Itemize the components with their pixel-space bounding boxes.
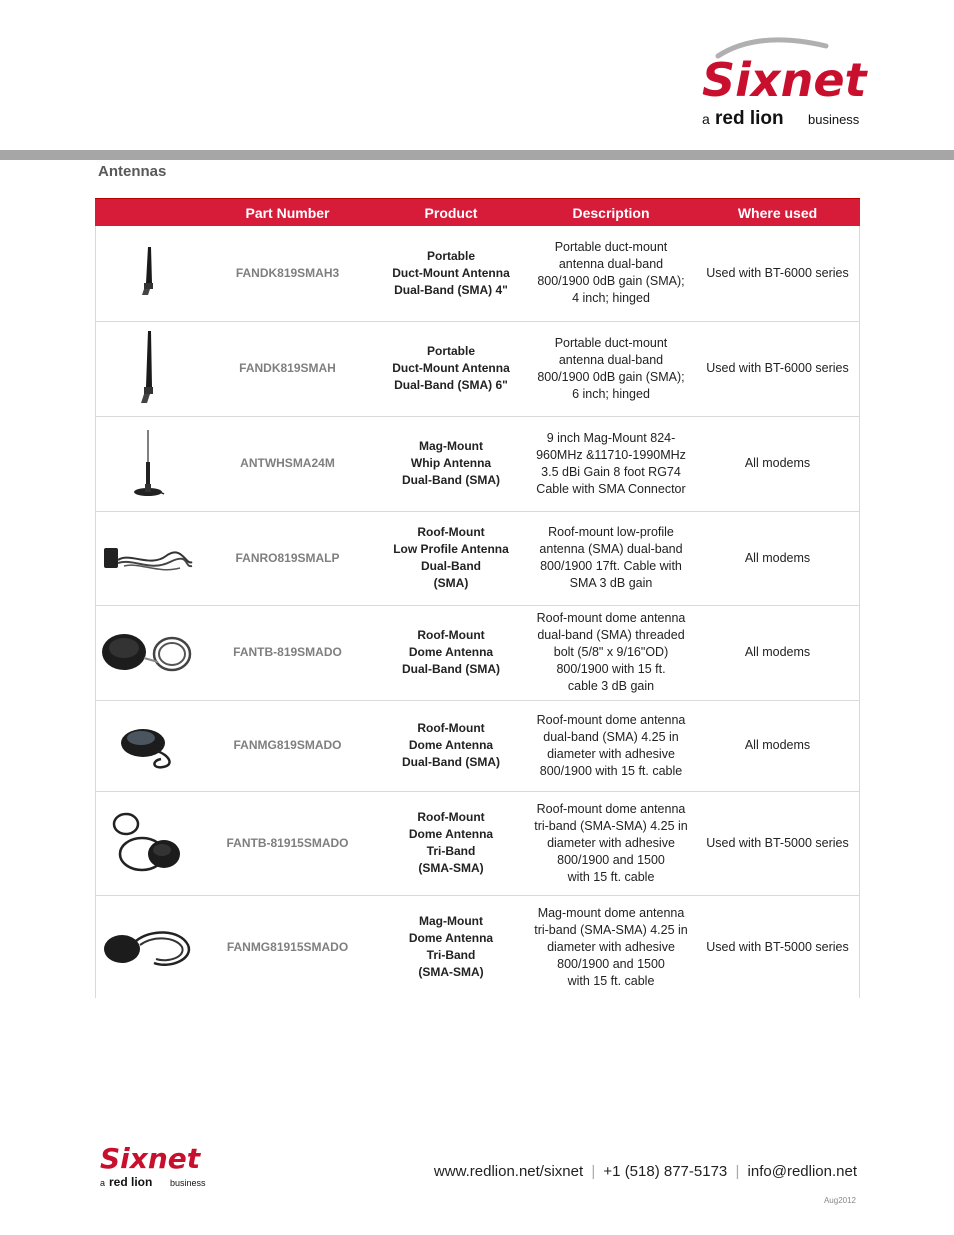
product-image-cell [95,791,200,895]
product-name: Mag-Mount Dome Antenna Tri-Band (SMA-SMA) [408,914,494,980]
product-image-cell [95,605,200,700]
product-image-cell [95,895,200,999]
antenna-table [95,198,860,999]
column-header: Description [527,199,695,227]
part-number: FANRO819SMALP [200,511,375,605]
part-number: FANMG81915SMADO [226,939,349,954]
where-used: Used with BT-6000 series [695,226,860,321]
product-name: Portable Duct-Mount Antenna Dual-Band (SMA) 6" [375,321,527,416]
description: 9 inch Mag-Mount 824- 960MHz &11710-1990MHz 3.5 dBi Gain 8 foot RG74 Cable with SMA Connector [527,416,695,511]
header-divider [0,150,954,160]
product-image-cell [95,416,200,511]
logo-wordmark: Sixnet [702,53,867,107]
footer-contact [434,1163,857,1180]
product-name: Roof-Mount Dome Antenna Dual-Band (SMA) [375,700,527,791]
where-used: Used with BT-6000 series [695,321,860,416]
where-used: All modems [695,511,860,605]
product-name: Mag-Mount Whip Antenna Dual-Band (SMA) [375,416,527,511]
website-link[interactable]: www.redlion.net/sixnet [433,1163,584,1180]
where-used: Used with BT-5000 series [695,791,860,895]
sixnet-logo-footer [100,1140,212,1200]
phone-number: +1 (518) 877-5173 [603,1163,728,1180]
separator: | [591,1163,596,1180]
svg-text:a: a [702,111,710,127]
where-used: All modems [695,700,860,791]
column-header: Product [375,199,527,227]
part-number: ANTWHSMA24M [200,416,375,511]
section-title: Antennas [98,163,167,180]
column-header: Where used [695,199,860,227]
separator: | [735,1163,740,1180]
column-header: Part Number [200,199,375,227]
svg-text:business: business [808,112,860,127]
description: Roof-mount dome antenna dual-band (SMA) threaded bolt (5/8" x 9/16"OD) 800/1900 with 15 ft. cable 3 dB gain [527,605,695,700]
description: Portable duct-mount antenna dual-band 800/1900 0dB gain (SMA); 6 inch; hinged [527,321,695,416]
sixnet-logo-header [698,32,868,132]
description: Mag-mount dome antenna tri-band (SMA-SMA) 4.25 in diameter with adhesive 800/1900 and 1500 with 15 ft. cable [534,905,688,988]
dome-antenna-adhesive-icon [113,721,183,771]
table-row [95,700,860,791]
where-used: Used with BT-5000 series [706,939,849,954]
product-image-cell [95,700,200,791]
description: Roof-mount dome antenna dual-band (SMA) 4.25 in diameter with adhesive 800/1900 with 15 ft. cable [527,700,695,791]
table-header-row [95,199,860,227]
description: Roof-mount dome antenna tri-band (SMA-SMA) 4.25 in diameter with adhesive 800/1900 and 1500 with 15 ft. cable [527,791,695,895]
product-name: Roof-Mount Dome Antenna Dual-Band (SMA) [375,605,527,700]
logo-wordmark: Sixnet [100,1142,201,1175]
dome-antenna-icon [100,628,196,678]
long-whip-antenna-icon [128,329,168,409]
part-number: FANTB-81915SMADO [200,791,375,895]
column-header [95,199,200,227]
short-whip-antenna-icon [128,243,168,303]
product-name: Portable Duct-Mount Antenna Dual-Band (SMA) 4" [375,226,527,321]
svg-text:business: business [170,1178,206,1188]
where-used: All modems [695,416,860,511]
product-image-cell [95,226,200,321]
table-row [95,511,860,605]
where-used: All modems [695,605,860,700]
svg-text:red lion: red lion [715,108,784,129]
description: Portable duct-mount antenna dual-band 800/1900 0dB gain (SMA); 4 inch; hinged [527,226,695,321]
part-number: FANTB-819SMADO [200,605,375,700]
mag-mount-dome-antenna-icon [100,919,196,975]
table-row [95,791,860,895]
date-code: Aug2012 [823,1196,856,1205]
product-image-cell [95,321,200,416]
table-row [95,605,860,700]
svg-text:a: a [100,1178,106,1188]
tri-band-dome-antenna-icon [108,808,188,878]
table-row [95,416,860,511]
svg-text:red lion: red lion [109,1175,153,1189]
part-number: FANDK819SMAH [200,321,375,416]
product-name: Roof-Mount Dome Antenna Tri-Band (SMA-SMA) [375,791,527,895]
part-number: FANMG819SMADO [200,700,375,791]
mag-mount-whip-antenna-icon [128,428,168,500]
low-profile-antenna-icon [100,538,196,578]
table-row [95,895,860,999]
product-name: Roof-Mount Low Profile Antenna Dual-Band (SMA) [375,511,527,605]
table-row [95,226,860,321]
email-link[interactable]: info@redlion.net [747,1163,857,1180]
product-image-cell [95,511,200,605]
table-row [95,321,860,416]
description: Roof-mount low-profile antenna (SMA) dual-band 800/1900 17ft. Cable with SMA 3 dB gain [527,511,695,605]
part-number: FANDK819SMAH3 [200,226,375,321]
